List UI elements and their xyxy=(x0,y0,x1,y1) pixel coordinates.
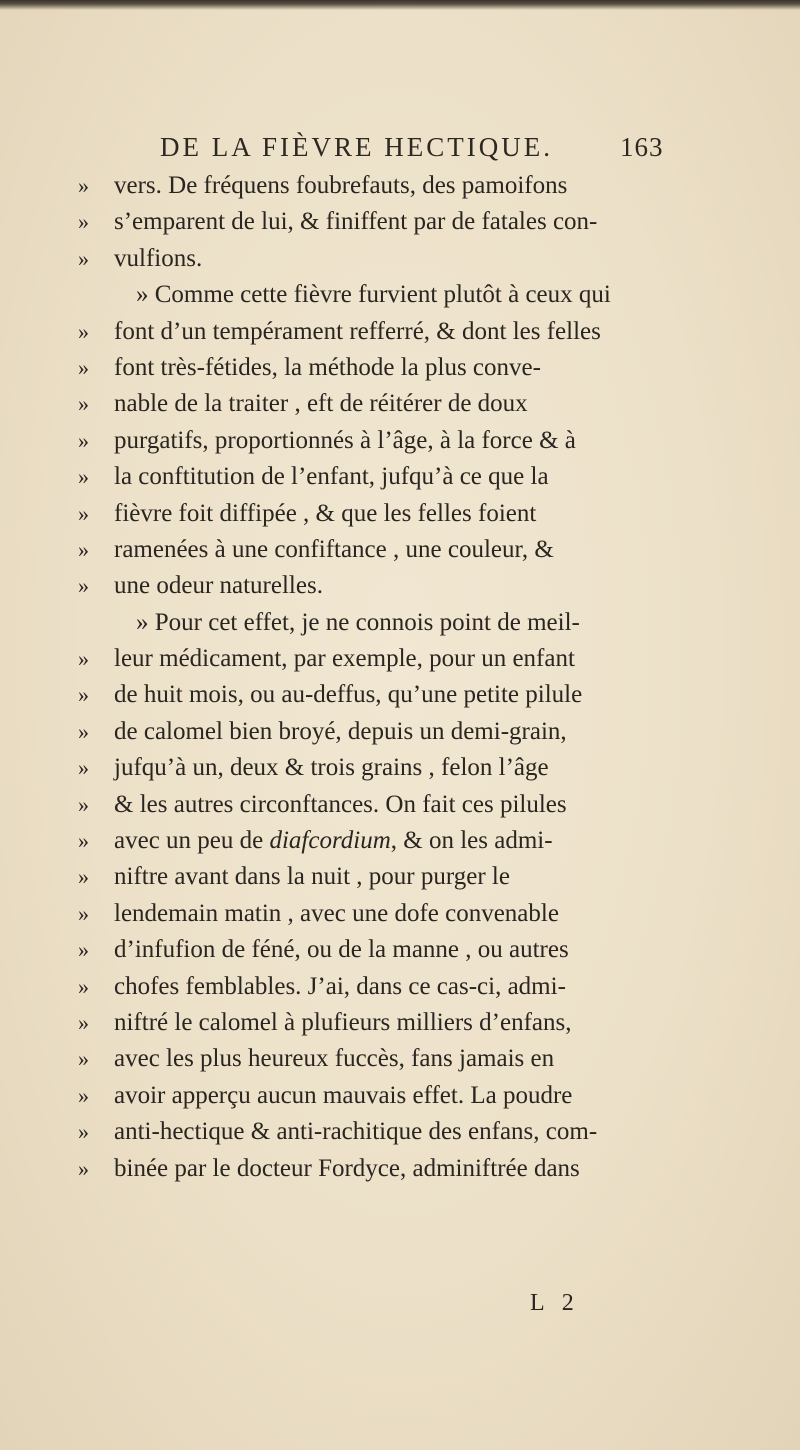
line-text-main: avec les plus heureux fuccès, fans jamais en xyxy=(114,1045,555,1073)
line-text-main: s’emparent de lui, & finiffent par de fatales con- xyxy=(114,208,598,236)
line-text xyxy=(114,241,202,277)
quote-mark: » xyxy=(78,500,89,526)
line-text xyxy=(114,787,567,823)
line-text-main: niftre avant dans la nuit , pour purger le xyxy=(114,863,510,891)
quote-mark: » xyxy=(78,973,89,999)
line-text xyxy=(114,532,554,568)
quote-mark: » xyxy=(78,318,89,344)
line-text-main: une odeur naturelles. xyxy=(114,572,323,600)
text-line xyxy=(78,787,738,823)
quote-mark: » xyxy=(78,354,89,380)
line-text xyxy=(114,1005,571,1041)
quote-mark: » xyxy=(78,937,89,963)
quote-mark: » xyxy=(78,900,89,926)
text-line xyxy=(78,677,738,713)
line-text xyxy=(114,677,582,713)
line-text xyxy=(136,277,611,313)
line-text-main: de huit mois, ou au-deffus, qu’une petite pilule xyxy=(114,681,583,709)
italic-term: diafcordium xyxy=(269,827,391,855)
text-line xyxy=(78,350,738,386)
line-text-main: » Comme cette fièvre furvient plutôt à ceux qui xyxy=(136,281,611,309)
text-line xyxy=(78,568,738,604)
line-text xyxy=(114,750,549,786)
text-line xyxy=(78,859,738,895)
line-text-main: fièvre foit diffipée , & que les felles foient xyxy=(114,499,537,527)
text-line xyxy=(78,896,738,932)
line-text-main: vers. De fréquens foubrefauts, des pamoifons xyxy=(114,172,568,199)
quote-mark: » xyxy=(78,791,89,817)
line-text xyxy=(114,386,528,422)
line-text-main: avec un peu de xyxy=(114,827,270,855)
quote-mark: » xyxy=(78,245,89,271)
text-line xyxy=(78,204,738,240)
text-line xyxy=(78,277,738,313)
line-text xyxy=(114,496,536,532)
quote-mark: » xyxy=(78,427,89,453)
text-line xyxy=(78,1005,738,1041)
quote-mark: » xyxy=(78,1119,89,1145)
line-text xyxy=(114,896,559,932)
line-text-main: » Pour cet effet, je ne connois point de meil- xyxy=(136,608,580,636)
line-text-main: ramenées à une confiftance , une couleur, & xyxy=(114,535,554,563)
header-title: DE LA FIÈVRE HECTIQUE. xyxy=(160,132,553,162)
text-line xyxy=(78,1041,738,1077)
text-line xyxy=(78,386,738,422)
quote-mark: » xyxy=(78,209,89,235)
line-text-main: purgatifs, proportionnés à l’âge, à la force & à xyxy=(114,426,576,454)
line-text-main: avoir apperçu aucun mauvais effet. La poudre xyxy=(114,1081,573,1109)
text-line xyxy=(78,496,738,532)
page-top-edge xyxy=(0,0,800,10)
text-line xyxy=(78,750,738,786)
line-text-main: anti-hectique & anti-rachitique des enfans, com- xyxy=(114,1118,598,1146)
text-line xyxy=(78,532,738,568)
line-text-main: font d’un tempérament refferré, & dont les felles xyxy=(114,317,601,345)
line-text xyxy=(114,969,566,1005)
quote-mark: » xyxy=(78,1046,89,1072)
quote-mark: » xyxy=(78,1009,89,1035)
text-line xyxy=(78,1114,738,1150)
text-line xyxy=(78,168,738,204)
running-header xyxy=(160,132,680,172)
quote-mark: » xyxy=(78,464,89,490)
line-text-main: la conftitution de l’enfant, jufqu’à ce que la xyxy=(114,463,549,491)
quote-mark: » xyxy=(78,682,89,708)
line-text xyxy=(114,423,576,459)
signature-mark: L 2 xyxy=(530,1290,580,1316)
line-text-main: font très-fétides, la méthode la plus conve- xyxy=(114,353,541,381)
quote-mark: » xyxy=(78,718,89,744)
quote-mark: » xyxy=(78,1155,89,1181)
line-text xyxy=(114,714,567,750)
line-text-after: , & on les admi- xyxy=(390,827,553,855)
text-line xyxy=(78,605,738,641)
quote-mark: » xyxy=(78,828,89,854)
line-text xyxy=(114,1151,580,1187)
line-text xyxy=(114,932,569,968)
text-line xyxy=(78,314,738,350)
quote-mark: » xyxy=(78,573,89,599)
line-text xyxy=(114,1041,554,1077)
line-text-main: lendemain matin , avec une dofe convenable xyxy=(114,899,559,927)
line-text-main: de calomel bien broyé, depuis un demi-grain, xyxy=(114,717,567,745)
text-line xyxy=(78,641,738,677)
text-line xyxy=(78,969,738,1005)
text-line xyxy=(78,459,738,495)
quote-mark: » xyxy=(78,646,89,672)
line-text-main: d’infufion de féné, ou de la manne , ou autres xyxy=(114,936,569,964)
quote-mark: » xyxy=(78,173,89,198)
body-text xyxy=(78,168,738,1187)
line-text-main: binée par le docteur Fordyce, adminiftrée dans xyxy=(114,1154,580,1182)
quote-mark: » xyxy=(78,1082,89,1108)
text-line xyxy=(78,823,738,859)
line-text xyxy=(114,459,549,495)
line-text xyxy=(114,859,510,895)
line-text xyxy=(114,314,601,350)
line-text-main: & les autres circonftances. On fait ces pilules xyxy=(114,790,567,818)
page-number: 163 xyxy=(620,132,664,162)
text-line xyxy=(78,1078,738,1114)
text-line xyxy=(78,932,738,968)
line-text xyxy=(114,1114,597,1150)
line-text xyxy=(114,641,575,677)
text-line xyxy=(78,714,738,750)
line-text-main: nable de la traiter , eft de réitérer de doux xyxy=(114,390,528,418)
text-line xyxy=(78,241,738,277)
line-text-main: vulfions. xyxy=(114,244,203,272)
line-text xyxy=(114,350,541,386)
line-text-main: leur médicament, par exemple, pour un enfant xyxy=(114,645,575,673)
line-text xyxy=(114,204,597,240)
line-text-main: jufqu’à un, deux & trois grains , felon l’âge xyxy=(114,754,549,782)
line-text-main: chofes femblables. J’ai, dans ce cas-ci, admi- xyxy=(114,972,566,1000)
quote-mark: » xyxy=(78,755,89,781)
line-text xyxy=(114,1078,572,1114)
text-line xyxy=(78,423,738,459)
line-text xyxy=(114,168,567,204)
line-text xyxy=(136,605,580,641)
line-text xyxy=(114,568,323,604)
quote-mark: » xyxy=(78,391,89,417)
text-line xyxy=(78,1151,738,1187)
quote-mark: » xyxy=(78,536,89,562)
line-text xyxy=(114,823,553,859)
line-text-main: niftré le calomel à plufieurs milliers d’enfans, xyxy=(114,1008,572,1036)
quote-mark: » xyxy=(78,864,89,890)
